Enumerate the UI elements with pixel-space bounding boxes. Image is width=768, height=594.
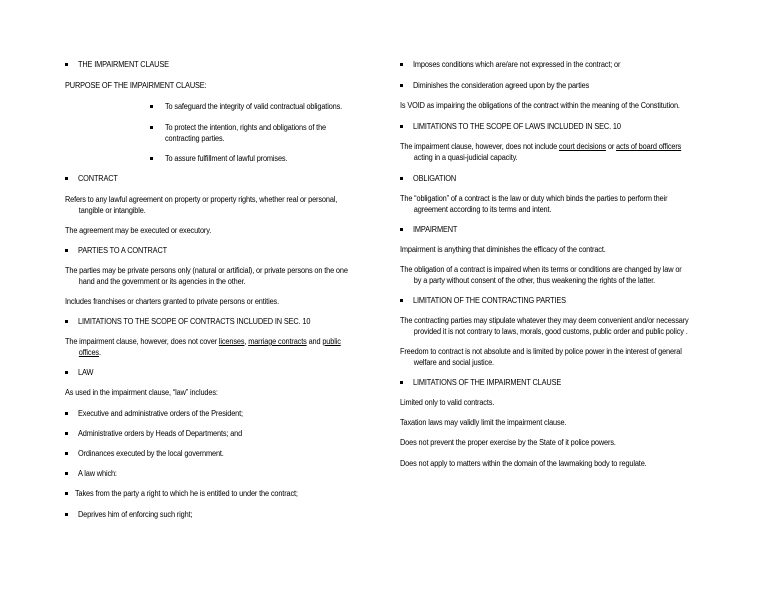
heading-limitations-clause: LIMITATIONS OF THE IMPAIRMENT CLAUSE [400,378,710,389]
bullet-icon [65,492,68,495]
limitation-line: Limited only to valid contracts. [400,398,495,407]
parties-text: The parties may be private persons only (natural or artificial), or private persons on the one hand and the government or its agencies in the other. [65,266,348,286]
purpose-heading: PURPOSE OF THE IMPAIRMENT CLAUSE: [65,81,207,90]
purpose-item: To protect the intention, rights and obligations of the contracting parties. [150,123,375,144]
bullet-icon [150,105,153,108]
law-item: A law which: [65,469,375,480]
limitations-text: The impairment clause, however, does not cover licenses, marriage contracts and public offices. [65,337,341,357]
court-decisions-link: court decisions [558,142,606,151]
bullet-icon [150,157,153,160]
law-item: Executive and administrative orders of the President; [65,409,375,420]
law-item: Imposes conditions which are/are not expressed in the contract; or [400,60,710,71]
purpose-item: To safeguard the integrity of valid contractual obligations. [150,102,375,113]
bullet-icon [400,228,403,231]
limitation-line: Does not prevent the proper exercise by the State of it police powers. [400,438,616,447]
law-item: Takes from the party a right to which he is entitled to under the contract; [65,489,375,500]
impairment-definition: Impairment is anything that diminishes the efficacy of the contract. [400,245,606,254]
heading-impairment-clause: THE IMPAIRMENT CLAUSE [65,60,375,71]
franchises-text: Includes franchises or charters granted to private persons or entities. [65,297,279,306]
law-item: Administrative orders by Heads of Departments; and [65,429,375,440]
bullet-icon [400,177,403,180]
bullet-icon [400,125,403,128]
bullet-icon [65,472,68,475]
contracting-parties-text: The contracting parties may stipulate whatever they may deem convenient and/or necessary provided it is not contrary to laws, morals, good customs, public order and public policy . [400,316,689,336]
heading-contract: CONTRACT [65,174,375,185]
bullet-icon [65,432,68,435]
contract-executory: The agreement may be executed or executory. [65,226,212,235]
freedom-text: Freedom to contract is not absolute and is limited by police power in the interest of general welfare and social justice. [400,347,682,367]
bullet-icon [400,299,403,302]
bullet-icon [65,320,68,323]
laws-limitation-text: The impairment clause, however, does not include court decisions or acts of board officers acting in a quasi-judicial capacity. [400,142,682,162]
public-offices-link: public [322,337,341,346]
impaired-text: The obligation of a contract is impaired when its terms or conditions are changed by law or by a party without consent of the other, thus weakening the rights of the latter. [400,265,682,285]
purpose-item: To assure fulfillment of lawful promises. [150,154,375,165]
contract-definition: Refers to any lawful agreement on property or property rights, whether real or personal, tangible or intangible. [65,195,338,215]
bullet-icon [400,63,403,66]
limitation-line: Taxation laws may validly limit the impairment clause. [400,418,567,427]
obligation-text: The “obligation” of a contract is the law or duty which binds the parties to perform their agreement according to its terms and intent. [400,194,668,214]
bullet-icon [150,126,153,129]
marriage-contracts-link: marriage contracts [248,337,307,346]
void-text: Is VOID as impairing the obligations of the contract within the meaning of the Constitution. [400,101,680,110]
heading-limitations-contracts: LIMITATIONS TO THE SCOPE OF CONTRACTS INCLUDED IN SEC. 10 [65,317,375,328]
bullet-icon [400,381,403,384]
bullet-icon [65,412,68,415]
limitation-line: Does not apply to matters within the domain of the lawmaking body to regulate. [400,459,647,468]
bullet-icon [65,249,68,252]
heading-impairment: IMPAIRMENT [400,225,710,236]
heading-obligation: OBLIGATION [400,174,710,185]
law-item: Ordinances executed by the local government. [65,449,375,460]
law-item: Diminishes the consideration agreed upon by the parties [400,81,710,92]
law-intro: As used in the impairment clause, “law” includes: [65,388,218,397]
bullet-icon [65,371,68,374]
acts-of-board-officers-link: acts of board officers [616,142,682,151]
heading-limitation-parties: LIMITATION OF THE CONTRACTING PARTIES [400,296,710,307]
licenses-link: licenses [218,337,245,346]
heading-parties: PARTIES TO A CONTRACT [65,246,375,257]
bullet-icon [65,513,68,516]
heading-limitations-laws: LIMITATIONS TO THE SCOPE OF LAWS INCLUDED IN SEC. 10 [400,122,710,133]
heading-law: LAW [65,368,375,379]
bullet-icon [400,84,403,87]
bullet-icon [65,63,68,66]
bullet-icon [65,177,68,180]
bullet-icon [65,452,68,455]
law-item: Deprives him of enforcing such right; [65,510,375,521]
